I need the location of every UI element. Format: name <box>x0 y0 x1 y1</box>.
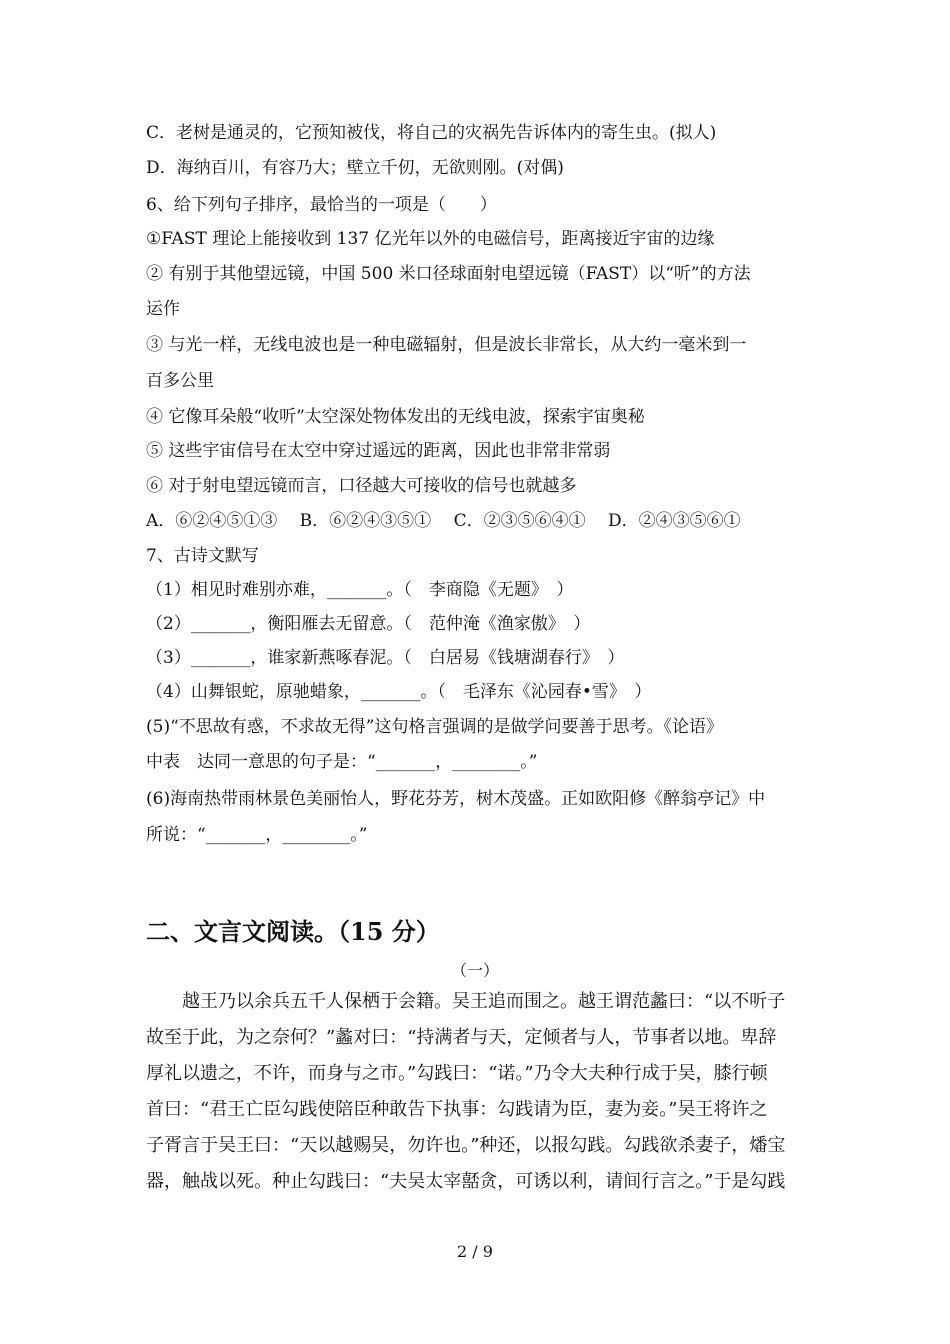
sentence-6: ⑥ 对于射电望远镜而言，口径越大可接收的信号也就越多 <box>146 476 577 496</box>
dictation-item-2: （2）_______，衡阳雁去无留意。（ 范仲淹《渔家傲》 ） <box>146 614 591 634</box>
dictation-item-1: （1）相见时难别亦难，_______。（ 李商隐《无题》 ） <box>146 580 574 600</box>
sentence-2: ② 有别于其他望远镜，中国 500 米口径球面射电望远镜（FAST）以“听”的方法 <box>146 264 751 284</box>
dictation-item-3: （3）_______，谁家新燕啄春泥。（ 白居易《钱塘湖春行》 ） <box>146 648 625 668</box>
question-7-prompt: 7、古诗文默写 <box>146 546 259 566</box>
question-6-prompt: 6、给下列句子排序，最恰当的一项是（ ） <box>146 195 497 215</box>
question-6-choices: A．⑥②④⑤①③ B．⑥②④③⑤① C．②③⑤⑥④① D．②④③⑤⑥① <box>146 511 741 531</box>
sentence-3: ③ 与光一样，无线电波也是一种电磁辐射，但是波长非常长，从大约一毫米到一 <box>146 335 747 355</box>
page-number: 2 / 9 <box>457 1242 493 1261</box>
passage-line: 越王乃以余兵五千人保栖于会籍。吴王追而围之。越王谓范蠡曰：“以不听子 <box>146 991 786 1012</box>
sentence-4: ④ 它像耳朵般“收听”太空深处物体发出的无线电波，探索宇宙奥秘 <box>146 407 645 427</box>
passage-line: 故至于此，为之奈何？”蠡对曰：“持满者与天，定倾者与人，节事者以地。卑辞 <box>146 1027 777 1048</box>
dictation-item-4: （4）山舞银蛇，原驰蜡象，_______。（ 毛泽东《沁园春•雪》 ） <box>146 682 652 702</box>
dictation-item-5-continued: 中表 达同一意思的句子是：“_______，________。” <box>146 752 538 772</box>
sentence-1: ①FAST 理论上能接收到 137 亿光年以外的电磁信号，距离接近宇宙的边缘 <box>146 229 715 249</box>
dictation-item-6-continued: 所说：“_______，________。” <box>146 825 368 845</box>
option-c-line: C．老树是通灵的，它预知被伐，将自己的灾祸先告诉体内的寄生虫。(拟人) <box>146 123 717 143</box>
option-d-line: D．海纳百川，有容乃大；壁立千仞，无欲则刚。(对偶) <box>146 158 564 178</box>
section-heading: 二、文言文阅读。（15 分） <box>146 917 440 946</box>
sentence-2-continued: 运作 <box>146 299 180 319</box>
passage-line: 厚礼以遗之，不许，而身与之市。”勾践曰：“诺。”乃令大夫种行成于吴，膝行顿 <box>146 1063 768 1084</box>
passage-line: 器，触战以死。种止勾践曰：“夫吴太宰嚭贪，可诱以利，请间行言之。”于是勾践 <box>146 1171 786 1192</box>
section-subheading: （一） <box>450 961 499 980</box>
sentence-3-continued: 百多公里 <box>146 371 214 391</box>
dictation-item-6: (6)海南热带雨林景色美丽怡人，野花芬芳，树木茂盛。正如欧阳修《醉翁亭记》中 <box>146 789 766 809</box>
passage-line: 首曰：“君王亡臣勾践使陪臣种敢告下执事：勾践请为臣，妻为妾。”吴王将许之 <box>146 1099 768 1120</box>
sentence-5: ⑤ 这些宇宙信号在太空中穿过遥远的距离，因此也非常非常弱 <box>146 441 611 461</box>
passage-line: 子胥言于吴王曰：“天以越赐吴，勿许也。”种还，以报勾践。勾践欲杀妻子，燔宝 <box>146 1135 786 1156</box>
dictation-item-5: (5)“不思故有惑，不求故无得”这句格言强调的是做学问要善于思考。《论语》 <box>146 717 723 737</box>
